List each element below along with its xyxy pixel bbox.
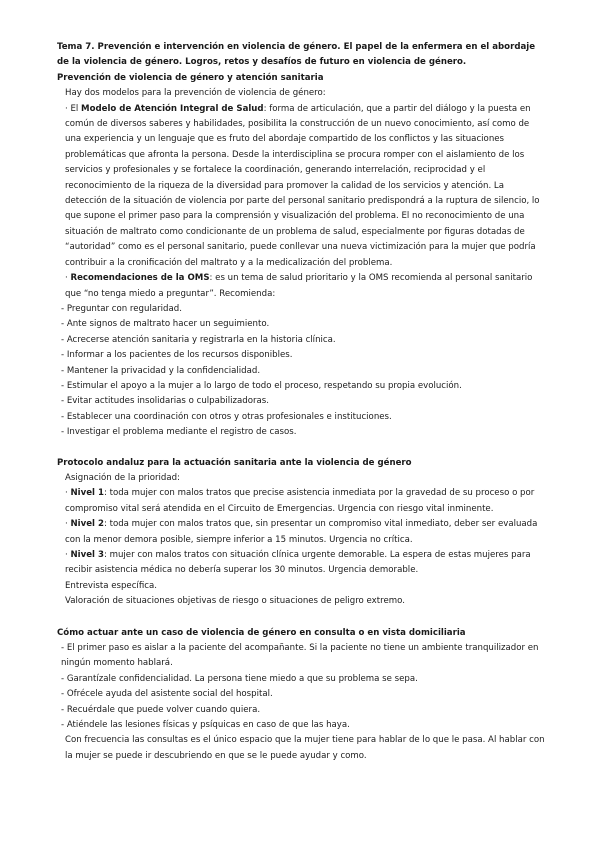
list-item: - Atiéndele las lesiones físicas y psíquicas en caso de que las haya. — [61, 720, 350, 731]
model-integral-text: : forma de articulación, que a partir del diálogo y la puesta en común de diversos saberes y habilidades, posibilita la construcción de un nuevo conocimiento, así como de una experiencia y un lenguaje que es fruto del abordaje compartido de los conflictos y las situaciones problemáticas que afronta la persona. Desde la interdisciplina se procura romper con el aislamiento de los servicios y profesionales y se fortalece la coordinación, generando interrelación, reciprocidad y el reconocimiento de la riqueza de la diversidad para promover la calidad de los servicios y atención. La detección de la situación de violencia por parte del personal sanitario predispondrá a la ruptura de silencio, lo que supone el primer paso para la comprensión y visualización del problema. El no reconocimiento de una situación de maltrato como condicionante de un problema de salud, especialmente por figuras dotadas de “autoridad” como es el personal sanitario, puede conllevar una nueva victimización para la mujer que podría contribuir a la cronificación del maltrato y a la medicalización del problema. — [65, 103, 540, 268]
list-item: - El primer paso es aislar a la paciente del acompañante. Si la paciente no tiene un ambiente tranquilizador en ningún momento hablará. — [61, 643, 539, 669]
valuation-line: Valoración de situaciones objetivas de riesgo o situaciones de peligro extremo. — [65, 596, 405, 607]
bullet-prefix: · El — [65, 103, 82, 114]
list-item: - Garantízale confidencialidad. La persona tiene miedo a que su problema se sepa. — [61, 673, 418, 684]
section-heading-prevention: Prevención de violencia de género y atención sanitaria — [57, 72, 324, 83]
level-2-text: : toda mujer con malos tratos que, sin presentar un compromiso vital inmediato, deber ser evaluada con la menor demora posible, siempre inferior a 15 minutos. Urgencia no crítica. — [65, 519, 538, 545]
level-2-paragraph — [57, 517, 547, 548]
interview-line: Entrevista específica. — [65, 580, 157, 591]
level-3-text: : mujer con malos tratos con situación clínica urgente demorable. La espera de estas mujeres para recibir asistencia médica no debería superar los 30 minutos. Urgencia demorable. — [65, 550, 531, 576]
bullet-prefix: · — [65, 519, 71, 530]
model-integral-label: Modelo de Atención Integral de Salud — [81, 103, 264, 114]
section-heading-protocol: Protocolo andaluz para la actuación sanitaria ante la violencia de género — [57, 457, 412, 468]
oms-label: Recomendaciones de la OMS — [70, 273, 210, 284]
level-1-text: : toda mujer con malos tratos que precise asistencia inmediata por la gravedad de su proceso o por compromiso vital será atendida en el Circuito de Emergencias. Urgencia con riesgo vital inminente. — [65, 488, 535, 514]
list-item: - Evitar actitudes insolidarias o culpabilizadoras. — [61, 396, 269, 407]
level-1-label: Nivel 1 — [70, 488, 104, 499]
list-item: - Mantener la privacidad y la confidencialidad. — [61, 365, 261, 376]
document-body — [57, 40, 547, 764]
list-item: - Informar a los pacientes de los recursos disponibles. — [61, 350, 293, 361]
level-2-label: Nivel 2 — [70, 519, 104, 530]
closing-paragraph: Con frecuencia las consultas es el único espacio que la mujer tiene para hablar de lo que le pasa. Al hablar con la mujer se puede ir descubriendo en que se le puede ayudar y como. — [65, 735, 545, 761]
bullet-prefix: · — [65, 273, 71, 284]
spacer — [57, 441, 547, 456]
list-item: - Ofrécele ayuda del asistente social del hospital. — [61, 689, 273, 700]
list-item: - Estimular el apoyo a la mujer a lo largo de todo el proceso, respetando su propia evolución. — [61, 380, 462, 391]
spacer — [57, 610, 547, 626]
prevention-intro: Hay dos modelos para la prevención de violencia de género: — [65, 88, 326, 99]
list-item: - Acrecerse atención sanitaria y registrarla en la historia clínica. — [61, 334, 336, 345]
oms-text: : es un tema de salud prioritario y la OMS recomienda al personal sanitario que “no tenga miedo a preguntar”. Recomienda: — [65, 273, 533, 299]
list-item: - Establecer una coordinación con otros y otras profesionales e instituciones. — [61, 411, 392, 422]
priority-intro: Asignación de la prioridad: — [65, 472, 180, 483]
level-3-label: Nivel 3 — [70, 550, 104, 560]
document-title: Tema 7. Prevención e intervención en violencia de género. El papel de la enfermera en el abordaje de la violencia de género. Logros, retos y desafíos de futuro en violencia de género. — [57, 42, 536, 68]
bullet-prefix: · — [65, 550, 71, 560]
list-item: - Recuérdale que puede volver cuando quiera. — [61, 704, 261, 715]
list-item: - Ante signos de maltrato hacer un seguimiento. — [61, 319, 270, 330]
level-1-paragraph — [57, 486, 547, 517]
list-item: - Preguntar con regularidad. — [61, 303, 182, 314]
oms-paragraph — [57, 271, 547, 302]
section-heading-consultation: Cómo actuar ante un caso de violencia de género en consulta o en vista domiciliaria — [57, 627, 466, 638]
list-item: - Investigar el problema mediante el registro de casos. — [61, 427, 297, 438]
bullet-prefix: · — [65, 488, 71, 499]
level-3-paragraph — [57, 548, 547, 579]
model-integral-paragraph — [57, 102, 547, 271]
